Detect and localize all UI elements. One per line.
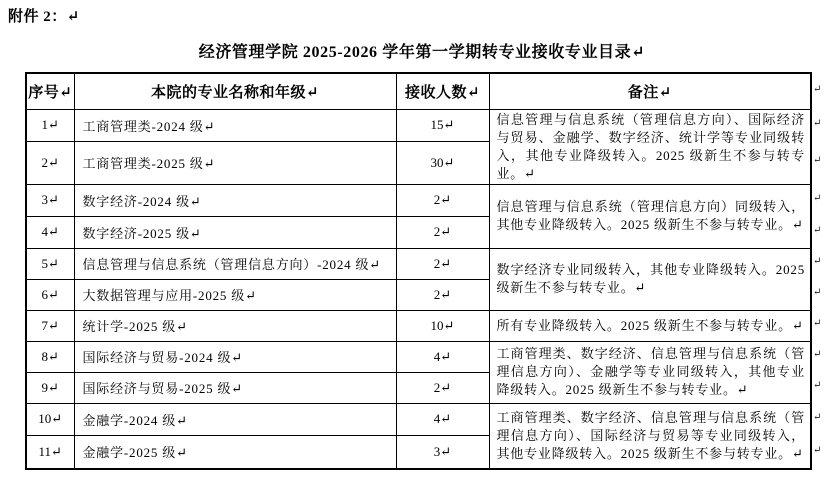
table-cell-remark: 数字经济专业同级转入，其他专业降级转入。2025 级新生不参与转专业。↵ [489, 248, 811, 310]
table-cell-index: 10↵ [26, 403, 74, 435]
table-header-quota: 接收人数↵ [396, 73, 489, 109]
table-cell-index: 11↵ [26, 435, 74, 469]
row-end-mark: ↵ [813, 155, 822, 166]
table-cell-remark: 工商管理类、数字经济、信息管理与信息系统（管理信息方向）、国际经济与贸易等专业同级转入，其他专业降级转入。2025 级新生不参与转专业。↵ [489, 403, 811, 469]
table-cell-major: 信息管理与信息系统（管理信息方向）-2024 级↵ [74, 248, 396, 279]
table-cell-index: 9↵ [26, 372, 74, 403]
row-end-mark: ↵ [813, 349, 822, 360]
table-header-remark: 备注↵ [489, 73, 811, 109]
table-cell-index: 2↵ [26, 141, 74, 184]
table-cell-quota: 4↵ [396, 341, 489, 372]
transfer-major-table [25, 72, 812, 470]
table-cell-major: 国际经济与贸易-2024 级↵ [74, 341, 396, 372]
table-cell-quota: 2↵ [396, 184, 489, 216]
row-end-mark: ↵ [813, 118, 822, 129]
row-end-mark: ↵ [813, 380, 822, 391]
table-cell-index: 4↵ [26, 216, 74, 248]
table-cell-index: 5↵ [26, 248, 74, 279]
row-end-mark: ↵ [813, 445, 822, 456]
row-end-mark: ↵ [813, 287, 822, 298]
table-cell-major: 国际经济与贸易-2025 级↵ [74, 372, 396, 403]
table-row [26, 248, 811, 279]
table-row [26, 310, 811, 341]
table-cell-index: 3↵ [26, 184, 74, 216]
table-cell-quota: 2↵ [396, 279, 489, 310]
row-end-mark: ↵ [813, 318, 822, 329]
row-end-mark: ↵ [813, 412, 822, 423]
table-row [26, 341, 811, 372]
table-cell-quota: 2↵ [396, 248, 489, 279]
table-cell-quota: 30↵ [396, 141, 489, 184]
table-cell-index: 6↵ [26, 279, 74, 310]
table-cell-remark: 信息管理与信息系统（管理信息方向）同级转入，其他专业降级转入。2025 级新生不参与转专业。↵ [489, 184, 811, 248]
table-row [26, 403, 811, 435]
row-end-mark: ↵ [813, 225, 822, 236]
row-end-mark: ↵ [813, 256, 822, 267]
table-cell-major: 数字经济-2024 级↵ [74, 184, 396, 216]
table-cell-quota: 3↵ [396, 435, 489, 469]
table-cell-major: 金融学-2025 级↵ [74, 435, 396, 469]
document-title: 经济管理学院 2025-2026 学年第一学期转专业接收专业目录↵ [198, 44, 646, 61]
table-cell-quota: 15↵ [396, 109, 489, 141]
table-cell-major: 金融学-2024 级↵ [74, 403, 396, 435]
table-header-row [26, 73, 811, 109]
table-header-major: 本院的专业名称和年级↵ [74, 73, 396, 109]
table-cell-remark: 信息管理与信息系统（管理信息方向）、国际经济与贸易、金融学、数字经济、统计学等专业同级转入，其他专业降级转入。2025 级新生不参与转专业。↵ [489, 109, 811, 184]
table-cell-remark: 所有专业降级转入。2025 级新生不参与转专业。↵ [489, 310, 811, 341]
table-cell-quota: 2↵ [396, 216, 489, 248]
table-row [26, 184, 811, 216]
row-end-mark: ↵ [813, 193, 822, 204]
table-cell-major: 数字经济-2025 级↵ [74, 216, 396, 248]
table-cell-major: 统计学-2025 级↵ [74, 310, 396, 341]
table-cell-index: 8↵ [26, 341, 74, 372]
table-row [26, 109, 811, 141]
attachment-label: 附件 2：↵ [8, 9, 80, 25]
table-cell-index: 1↵ [26, 109, 74, 141]
table-cell-major: 工商管理类-2025 级↵ [74, 141, 396, 184]
table-cell-major: 大数据管理与应用-2025 级↵ [74, 279, 396, 310]
table-header-index: 序号↵ [26, 73, 74, 109]
table-cell-major: 工商管理类-2024 级↵ [74, 109, 396, 141]
table-cell-remark: 工商管理类、数字经济、信息管理与信息系统（管理信息方向）、金融学等专业同级转入，其他专业降级转入。2025 级新生不参与转专业。↵ [489, 341, 811, 403]
table-cell-quota: 4↵ [396, 403, 489, 435]
table-cell-quota: 2↵ [396, 372, 489, 403]
table-cell-index: 7↵ [26, 310, 74, 341]
row-end-mark: ↵ [813, 84, 822, 95]
table-cell-quota: 10↵ [396, 310, 489, 341]
